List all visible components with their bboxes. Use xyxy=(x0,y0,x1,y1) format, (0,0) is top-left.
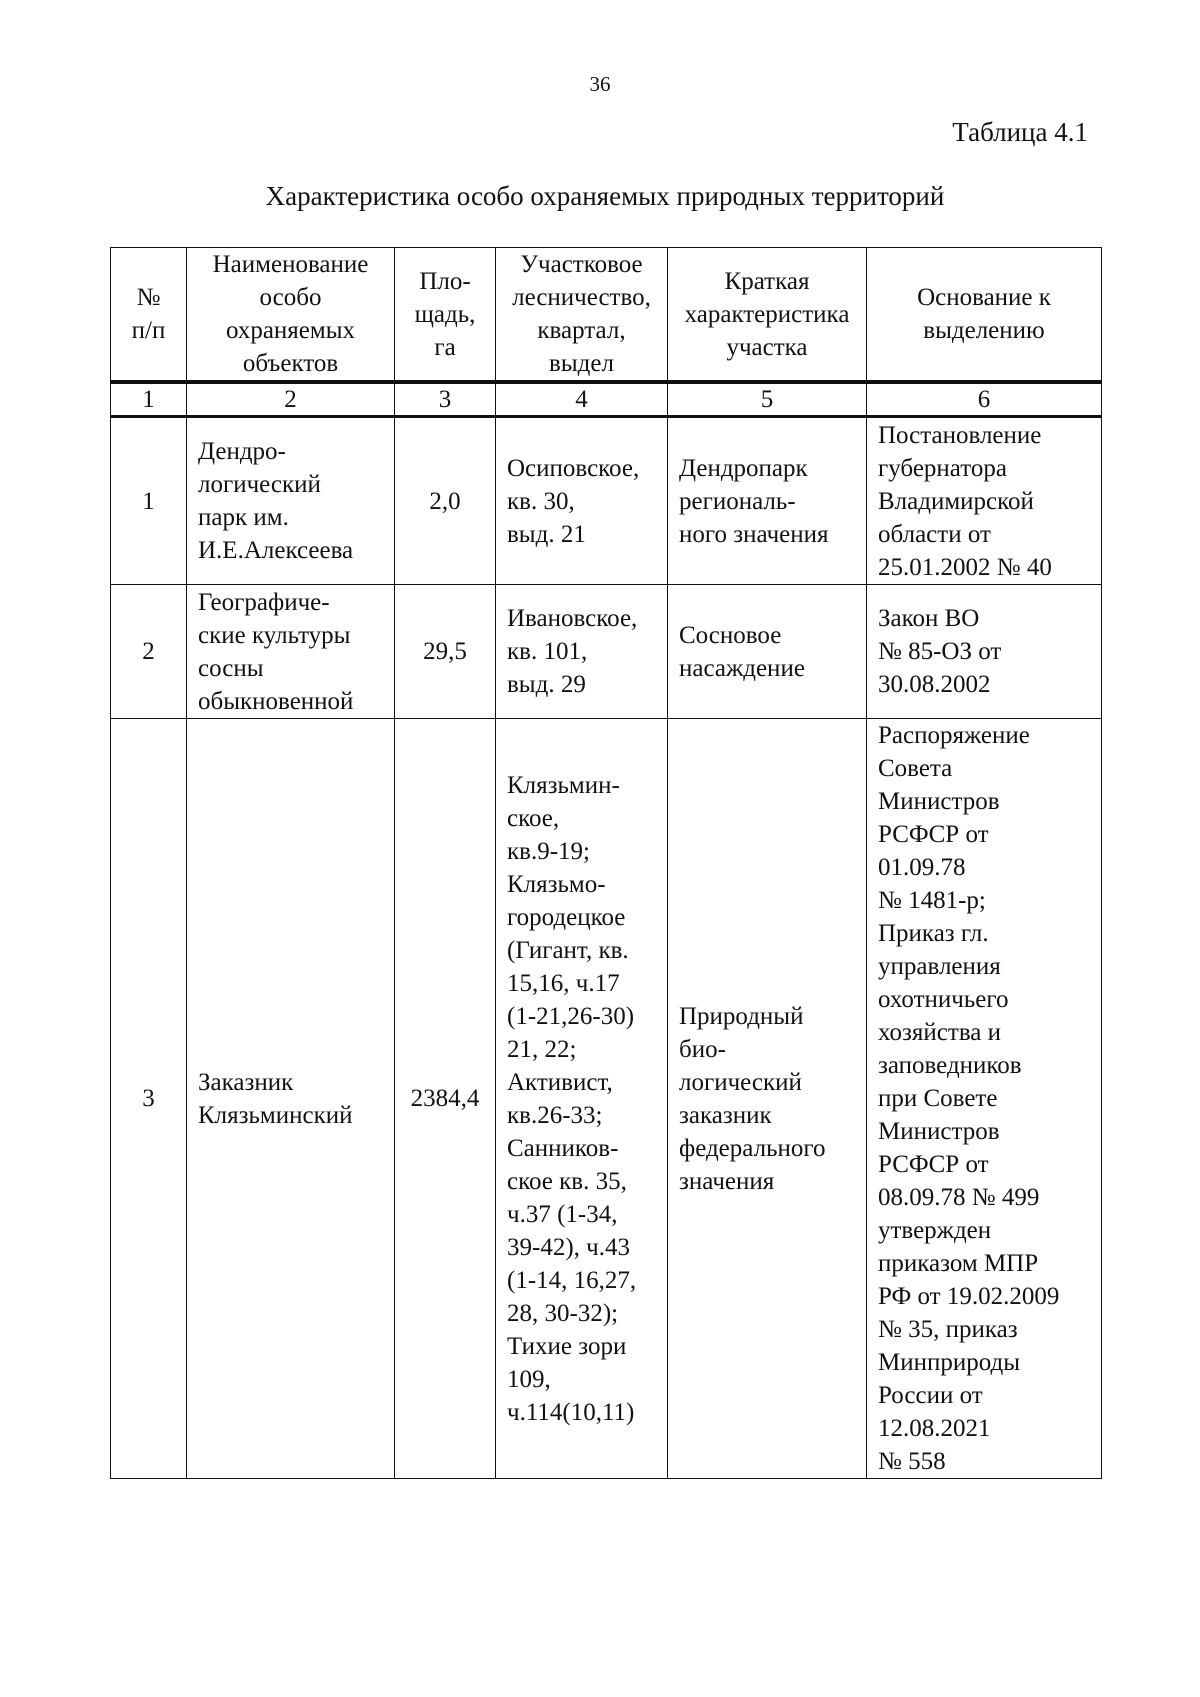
column-number: 6 xyxy=(867,382,1102,417)
forestry-location xyxy=(496,585,668,719)
header-basis xyxy=(867,248,1102,383)
cell-line: ское, xyxy=(507,804,560,832)
cell-line: губернатора xyxy=(878,454,1007,482)
cell-line: Дендропарк xyxy=(679,454,808,482)
cell-line: 109, xyxy=(507,1365,551,1393)
designation-basis xyxy=(867,585,1102,719)
site-description xyxy=(668,719,867,1479)
cell-line: 30.08.2002 xyxy=(878,671,991,698)
cell-line: обыкновенной xyxy=(198,687,354,715)
table-row xyxy=(111,719,1102,1479)
area-value: 2,0 xyxy=(395,417,496,585)
row-number: 3 xyxy=(111,719,187,1479)
cell-line: 21, 22; xyxy=(507,1035,577,1063)
cell-line: кв. 101, xyxy=(507,638,588,665)
cell-line: Клязьмо- xyxy=(507,870,606,898)
cell-line: Активист, xyxy=(507,1068,613,1096)
cell-line: РСФСР от xyxy=(878,1151,989,1178)
cell-line: лесничество, xyxy=(512,284,651,311)
cell-line: ские культуры xyxy=(198,621,351,649)
cell-line: био- xyxy=(679,1035,726,1063)
cell-line: Приказ гл. xyxy=(878,920,989,947)
cell-line: Краткая xyxy=(724,267,810,295)
cell-line: Заказник xyxy=(198,1068,294,1096)
column-number: 4 xyxy=(496,382,668,417)
site-description xyxy=(668,417,867,585)
cell-line: выд. 21 xyxy=(507,520,586,548)
object-name xyxy=(187,719,395,1479)
header-forestry xyxy=(496,248,668,383)
cell-line: РФ от 19.02.2009 xyxy=(878,1283,1060,1310)
header-name xyxy=(187,248,395,383)
cell-line: Дендро- xyxy=(198,438,286,465)
cell-line: кв.9-19; xyxy=(507,837,590,865)
cell-line: 12.08.2021 xyxy=(878,1415,991,1442)
cell-line: РСФСР от xyxy=(878,821,989,848)
cell-line: ч.114(10,11) xyxy=(507,1398,635,1426)
cell-line: кв.26-33; xyxy=(507,1101,603,1129)
cell-line: Природный xyxy=(679,1002,804,1030)
cell-line: региональ- xyxy=(679,487,796,515)
cell-line: № 1481-р; xyxy=(878,887,986,914)
page-number: 36 xyxy=(589,72,611,96)
cell-line: насаждение xyxy=(679,654,805,682)
column-number: 3 xyxy=(395,382,496,417)
row-number: 2 xyxy=(111,585,187,719)
cell-line: области от xyxy=(878,520,991,548)
cell-line: выделению xyxy=(923,317,1045,344)
table-label: Таблица 4.1 xyxy=(952,117,1088,147)
object-name xyxy=(187,585,395,719)
cell-line: охраняемых xyxy=(225,317,356,344)
designation-basis xyxy=(867,719,1102,1479)
cell-line: Тихие зори xyxy=(507,1332,627,1360)
cell-line: п/п xyxy=(131,317,166,344)
cell-line: (1-21,26-30) xyxy=(507,1002,635,1030)
table-header-row xyxy=(111,248,1102,383)
cell-line: логический xyxy=(198,471,321,498)
cell-line: выдел xyxy=(549,350,614,377)
table-row xyxy=(111,585,1102,719)
cell-line: особо xyxy=(259,284,322,311)
cell-line: сосны xyxy=(198,654,264,682)
site-description xyxy=(668,585,867,719)
designation-basis xyxy=(867,417,1102,585)
cell-line: управления xyxy=(878,953,1001,980)
cell-line: городецкое xyxy=(507,903,626,931)
cell-line: Закон ВО xyxy=(878,605,980,632)
cell-line: 28, 30-32); xyxy=(507,1299,619,1327)
column-number: 2 xyxy=(187,382,395,417)
cell-line: № 558 xyxy=(878,1448,946,1475)
forestry-location xyxy=(496,719,668,1479)
column-number: 5 xyxy=(668,382,867,417)
cell-line: (Гигант, кв. xyxy=(507,936,629,964)
cell-line: кв. 30, xyxy=(507,487,575,515)
column-number-row xyxy=(111,382,1102,417)
cell-line: Географиче- xyxy=(198,588,330,616)
cell-line: России от xyxy=(878,1382,983,1409)
cell-line: объектов xyxy=(242,350,339,377)
cell-line: Санников- xyxy=(507,1134,619,1162)
cell-line: Осиповское, xyxy=(507,454,640,482)
cell-line: Основание к xyxy=(917,284,1051,311)
cell-line: Министров xyxy=(878,1118,1000,1145)
table-row xyxy=(111,417,1102,585)
cell-line: га xyxy=(434,333,456,361)
header-description xyxy=(668,248,867,383)
cell-line: участка xyxy=(726,333,808,361)
cell-line: 01.09.78 xyxy=(878,854,966,881)
cell-line: Клязьмин- xyxy=(507,771,620,799)
cell-line: утвержден xyxy=(878,1217,992,1244)
cell-line: охотничьего xyxy=(878,986,1009,1013)
cell-line: Министров xyxy=(878,788,1000,815)
cell-line: Владимирской xyxy=(878,487,1034,515)
cell-line: заказник xyxy=(679,1101,772,1129)
cell-line: логический xyxy=(679,1068,802,1096)
cell-line: № 85-ОЗ от xyxy=(878,638,1002,665)
cell-line: квартал, xyxy=(537,317,626,344)
cell-line: Ивановское, xyxy=(507,605,638,632)
row-number: 1 xyxy=(111,417,187,585)
table-title: Характеристика особо охраняемых природных территорий xyxy=(265,181,945,211)
cell-line: 39-42), ч.43 xyxy=(507,1233,630,1261)
cell-line: хозяйства и xyxy=(878,1019,1002,1046)
cell-line: парк им. xyxy=(198,504,289,531)
cell-line: № 35, приказ xyxy=(878,1316,1018,1343)
cell-line: ское кв. 35, xyxy=(507,1167,627,1195)
area-value: 2384,4 xyxy=(395,719,496,1479)
header-area xyxy=(395,248,496,383)
cell-line: Наименование xyxy=(212,251,369,278)
cell-line: Пло- xyxy=(419,267,471,295)
cell-line: выд. 29 xyxy=(507,671,586,698)
object-name xyxy=(187,417,395,585)
cell-line: Сосновое xyxy=(679,621,782,649)
cell-line: Распоряжение xyxy=(878,722,1030,749)
cell-line: щадь, xyxy=(414,300,476,328)
cell-line: № xyxy=(136,284,161,311)
cell-line: Постановление xyxy=(878,421,1042,449)
forestry-location xyxy=(496,417,668,585)
cell-line: ч.37 (1-34, xyxy=(507,1200,618,1228)
cell-line: значения xyxy=(679,1167,775,1195)
cell-line: Клязьминский xyxy=(198,1101,353,1129)
cell-line: Совета xyxy=(878,755,953,782)
cell-line: заповедников xyxy=(878,1052,1022,1079)
cell-line: Участковое xyxy=(520,251,643,278)
header-number xyxy=(111,248,187,383)
cell-line: при Совете xyxy=(878,1085,998,1112)
cell-line: 25.01.2002 № 40 xyxy=(878,553,1052,581)
cell-line: 08.09.78 № 499 xyxy=(878,1184,1040,1211)
cell-line: характеристика xyxy=(684,300,850,328)
cell-line: 15,16, ч.17 xyxy=(507,969,620,997)
cell-line: (1-14, 16,27, xyxy=(507,1266,637,1294)
column-number: 1 xyxy=(111,382,187,417)
cell-line: ного значения xyxy=(679,520,829,548)
cell-line: И.Е.Алексеева xyxy=(198,537,354,564)
cell-line: федерального xyxy=(679,1134,826,1162)
cell-line: Минприроды xyxy=(878,1349,1021,1376)
cell-line: приказом МПР xyxy=(878,1250,1039,1277)
area-value: 29,5 xyxy=(395,585,496,719)
protected-areas-table xyxy=(110,247,1102,1479)
